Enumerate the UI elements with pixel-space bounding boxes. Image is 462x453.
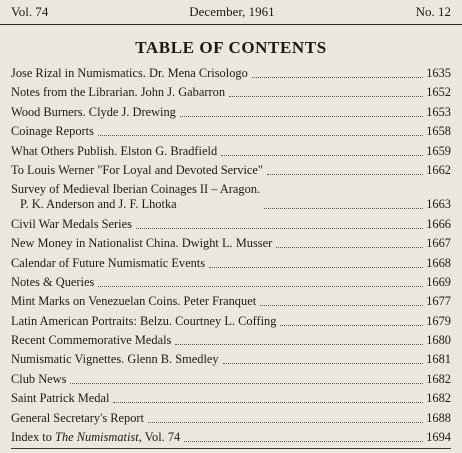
toc-entry-page: 1680 [426, 333, 451, 348]
table-of-contents [11, 66, 451, 449]
toc-entry-page: 1659 [426, 143, 451, 158]
toc-entry-page: 1668 [426, 255, 451, 270]
toc-entry [11, 105, 451, 120]
dot-leader [280, 325, 423, 326]
toc-entry [11, 275, 451, 290]
toc-entry-page: 1662 [426, 162, 451, 177]
toc-entry-page: 1682 [426, 371, 451, 386]
toc-entry-title-italic: The Numismatist [55, 430, 139, 445]
dot-leader [184, 441, 423, 442]
toc-entry-page: 1669 [426, 274, 451, 289]
page-title: TABLE OF CONTENTS [135, 38, 327, 57]
toc-entry-page: 1663 [426, 197, 451, 212]
toc-entry-title: Civil War Medals Series [11, 216, 132, 231]
toc-entry [11, 163, 451, 178]
header-rule [0, 24, 462, 25]
dot-leader [223, 363, 424, 364]
toc-entry [11, 352, 451, 367]
toc-entry-title-line1: Survey of Medieval Iberian Coinages II – Aragon. [11, 182, 261, 197]
toc-entry-page: 1652 [426, 85, 451, 100]
issue-number: No. 12 [415, 4, 451, 19]
dot-leader [98, 286, 423, 287]
toc-entry-page: 1658 [426, 124, 451, 139]
dot-leader [98, 135, 423, 136]
toc-entry-page: 1635 [426, 66, 451, 80]
dot-leader [252, 77, 423, 78]
toc-entry [11, 391, 451, 406]
dot-leader [264, 208, 423, 209]
toc-entry-title: Jose Rizal in Numismatics. Dr. Mena Crisologo [11, 66, 248, 80]
toc-entry-title: Numismatic Vignettes. Glenn B. Smedley [11, 352, 219, 367]
toc-entry [11, 236, 451, 251]
toc-entry-title: Mint Marks on Venezuelan Coins. Peter Franquet [11, 294, 257, 309]
toc-entry-title-suffix: , Vol. 74 [138, 430, 181, 445]
dot-leader [276, 247, 423, 248]
toc-entry [11, 217, 451, 232]
toc-entry-title-line2: P. K. Anderson and J. F. Lhotka [20, 197, 177, 212]
toc-entry [11, 333, 451, 348]
toc-entry-title: What Others Publish. Elston G. Bradfield [11, 143, 218, 158]
toc-entry [11, 182, 451, 212]
toc-entry [11, 430, 451, 445]
toc-entry [11, 66, 451, 81]
dot-leader [229, 96, 423, 97]
toc-entry [11, 372, 451, 387]
dot-leader [148, 422, 423, 423]
toc-entry-title: Saint Patrick Medal [11, 391, 110, 406]
toc-entry [11, 256, 451, 271]
dot-leader [113, 402, 423, 403]
issue-date: December, 1961 [189, 4, 275, 19]
toc-entry-title: New Money in Nationalist China. Dwight L. Musser [11, 236, 273, 251]
dot-leader [175, 344, 423, 345]
toc-entry-title: Notes from the Librarian. John J. Gabarron [11, 85, 226, 100]
toc-entry-page: 1677 [426, 294, 451, 309]
toc-entry [11, 294, 451, 309]
dot-leader [136, 228, 423, 229]
toc-entry [11, 144, 451, 159]
toc-entry-title: Recent Commemorative Medals [11, 333, 172, 348]
toc-entry-title-prefix: Index to [11, 430, 56, 445]
toc-entry-title: Club News [11, 371, 67, 386]
dot-leader [221, 155, 423, 156]
toc-entry-title: Wood Burners. Clyde J. Drewing [11, 104, 176, 119]
toc-entry [11, 85, 451, 100]
toc-entry [11, 314, 451, 329]
toc-entry [11, 124, 451, 139]
dot-leader [267, 174, 423, 175]
volume-label: Vol. 74 [11, 4, 49, 19]
dot-leader [180, 116, 423, 117]
toc-entry-page: 1694 [426, 430, 451, 445]
toc-entry-title [11, 430, 180, 445]
toc-entry-page: 1682 [426, 391, 451, 406]
toc-entry-title [11, 182, 260, 212]
toc-entry-page: 1667 [426, 236, 451, 251]
toc-entry-page: 1653 [426, 104, 451, 119]
toc-entry-page: 1679 [426, 313, 451, 328]
footer-rule [11, 448, 451, 449]
toc-entry [11, 411, 451, 426]
toc-entry-page: 1666 [426, 216, 451, 231]
toc-entry-title: Latin American Portraits: Belzu. Courtney L. Coffing [11, 313, 277, 328]
dot-leader [70, 383, 423, 384]
toc-entry-page: 1681 [426, 352, 451, 367]
dot-leader [260, 305, 423, 306]
toc-entry-title: Coinage Reports [11, 124, 94, 139]
toc-entry-title: General Secretary's Report [11, 410, 144, 425]
toc-entry-title: Calendar of Future Numismatic Events [11, 255, 206, 270]
toc-entry-title: To Louis Werner "For Loyal and Devoted Service" [11, 162, 263, 177]
toc-entry-page: 1688 [426, 410, 451, 425]
page-header [11, 3, 451, 21]
dot-leader [209, 267, 423, 268]
toc-entry-title: Notes & Queries [11, 274, 95, 289]
